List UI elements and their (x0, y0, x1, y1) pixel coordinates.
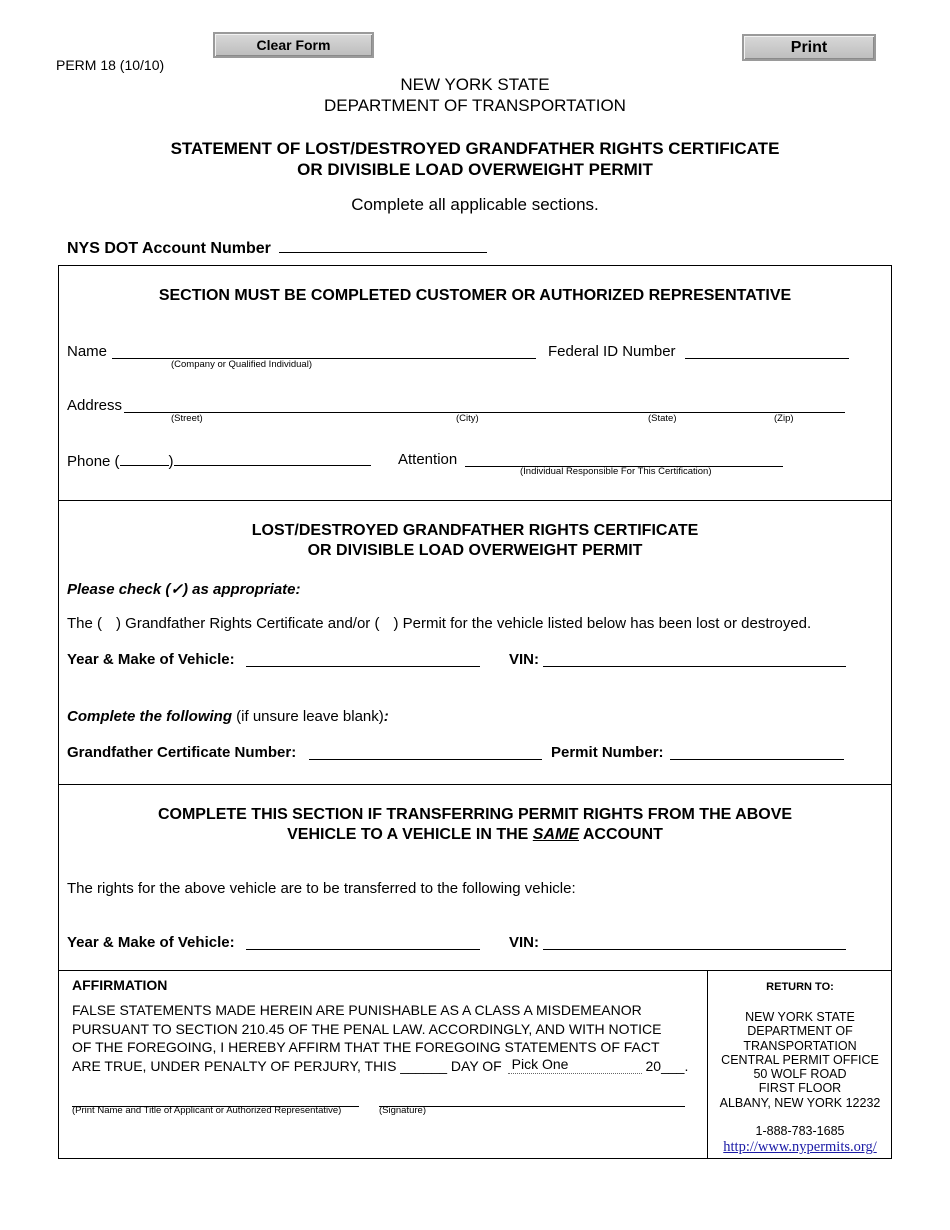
nypermits-link[interactable]: http://www.nypermits.org/ (723, 1139, 877, 1155)
section-divider (58, 784, 892, 785)
state-hint: (State) (648, 413, 677, 424)
address-label: Address (67, 397, 123, 414)
name-field[interactable] (112, 344, 536, 359)
transfer-vin-field[interactable] (543, 935, 846, 950)
gf-cert-label: Grandfather Certificate Number: (67, 744, 297, 761)
return-line: DEPARTMENT OF (747, 1024, 853, 1039)
return-line: NEW YORK STATE (745, 1010, 855, 1024)
return-phone: 1-888-783-1685 (755, 1124, 845, 1138)
same-emphasis: SAME (532, 826, 580, 843)
title-line2: OR DIVISIBLE LOAD OVERWEIGHT PERMIT (297, 160, 653, 179)
return-address (708, 1010, 892, 1110)
phone-area-field[interactable] (120, 451, 169, 466)
federal-id-field[interactable] (685, 344, 849, 359)
affirmation-line1: FALSE STATEMENTS MADE HEREIN ARE PUNISHABLE AS A CLASS A MISDEMEANOR (72, 1002, 642, 1018)
section3-heading-line2: VEHICLE TO A VEHICLE IN THE SAME ACCOUNT (287, 826, 663, 843)
agency-line1: NEW YORK STATE (400, 75, 550, 94)
return-line: TRANSPORTATION (743, 1038, 857, 1053)
affirmation-line3: OF THE FOREGOING, I HEREBY AFFIRM THAT THE FOREGOING STATEMENTS OF FACT (72, 1039, 660, 1055)
phone-close: ) (168, 453, 174, 470)
name-hint: (Company or Qualified Individual) (171, 359, 312, 370)
agency-line2: DEPARTMENT OF TRANSPORTATION (324, 96, 626, 115)
affirmation-text (72, 1001, 688, 1076)
complete-label: Complete the following (67, 708, 232, 725)
attention-field[interactable] (465, 452, 783, 467)
form-code: PERM 18 (10/10) (56, 57, 165, 73)
transfer-year-make-field[interactable] (246, 935, 480, 950)
return-line: ALBANY, NEW YORK 12232 (719, 1095, 881, 1110)
account-number-field[interactable] (279, 238, 487, 253)
month-select[interactable]: Pick One (508, 1055, 642, 1075)
section2-heading-line1: LOST/DESTROYED GRANDFATHER RIGHTS CERTIFICATE (251, 522, 699, 539)
affirmation-line2: PURSUANT TO SECTION 210.45 OF THE PENAL LAW. ACCORDINGLY, AND WITH NOTICE (72, 1020, 662, 1037)
name-label: Name (67, 343, 108, 360)
phone-number-field[interactable] (174, 451, 371, 466)
return-line: FIRST FLOOR (758, 1081, 842, 1096)
permit-number-field[interactable] (670, 745, 844, 760)
form-title (0, 138, 950, 180)
vin-label: VIN: (509, 651, 539, 668)
print-button[interactable]: Print (742, 34, 876, 61)
account-number-row (67, 238, 487, 258)
section2-heading-line2: OR DIVISIBLE LOAD OVERWEIGHT PERMIT (307, 542, 643, 559)
complete-following (67, 708, 389, 725)
instruction-text: Complete all applicable sections. (351, 195, 599, 214)
attention-hint: (Individual Responsible For This Certification) (520, 466, 712, 477)
address-field[interactable] (124, 398, 845, 413)
street-hint: (Street) (171, 413, 203, 424)
agency-name (0, 74, 950, 116)
affirmation-heading: AFFIRMATION (72, 977, 168, 993)
zip-hint: (Zip) (774, 413, 794, 424)
phone-row (67, 451, 371, 470)
section-lost-permit (58, 500, 892, 971)
signature-hint: (Signature) (379, 1105, 426, 1116)
year-make-label: Year & Make of Vehicle: (67, 651, 235, 668)
permit-number-label: Permit Number: (551, 744, 664, 761)
federal-id-label: Federal ID Number (548, 343, 676, 360)
gf-cert-field[interactable] (309, 745, 542, 760)
clear-form-button[interactable]: Clear Form (213, 32, 374, 58)
transfer-year-make-label: Year & Make of Vehicle: (67, 934, 235, 951)
section3-heading-line1: COMPLETE THIS SECTION IF TRANSFERRING PERMIT RIGHTS FROM THE ABOVE (157, 806, 793, 823)
complete-note: (if unsure leave blank) (236, 708, 384, 725)
city-hint: (City) (456, 413, 479, 424)
the-label: The ( (67, 615, 103, 632)
permit-text: ) Permit for the vehicle listed below has been lost or destroyed. (393, 615, 812, 632)
grandfather-text: ) Grandfather Rights Certificate and/or ( (116, 615, 380, 632)
attention-label: Attention (398, 451, 458, 468)
year-make-field[interactable] (246, 652, 480, 667)
section2-heading (0, 521, 950, 561)
section1-heading: SECTION MUST BE COMPLETED CUSTOMER OR AUTHORIZED REPRESENTATIVE (158, 287, 792, 304)
lost-statement (67, 615, 811, 632)
transfer-text: The rights for the above vehicle are to be transferred to the following vehicle: (67, 880, 576, 897)
return-line: CENTRAL PERMIT OFFICE (721, 1052, 879, 1067)
return-line: 50 WOLF ROAD (753, 1067, 847, 1082)
check-instruction: Please check (✓) as appropriate: (67, 581, 301, 598)
affirmation-line4: ARE TRUE, UNDER PENALTY OF PERJURY, THIS ______ DAY OF Pick One 20___. (72, 1055, 689, 1074)
phone-label: Phone ( (67, 453, 120, 470)
print-name-hint: (Print Name and Title of Applicant or Authorized Representative) (72, 1105, 342, 1116)
complete-colon: : (383, 708, 389, 725)
transfer-vin-label: VIN: (509, 934, 539, 951)
title-line1: STATEMENT OF LOST/DESTROYED GRANDFATHER RIGHTS CERTIFICATE (170, 139, 780, 158)
account-number-label: NYS DOT Account Number (67, 240, 271, 257)
section3-heading (0, 805, 950, 845)
return-to-heading: RETURN TO: (766, 981, 834, 993)
vin-field[interactable] (543, 652, 846, 667)
